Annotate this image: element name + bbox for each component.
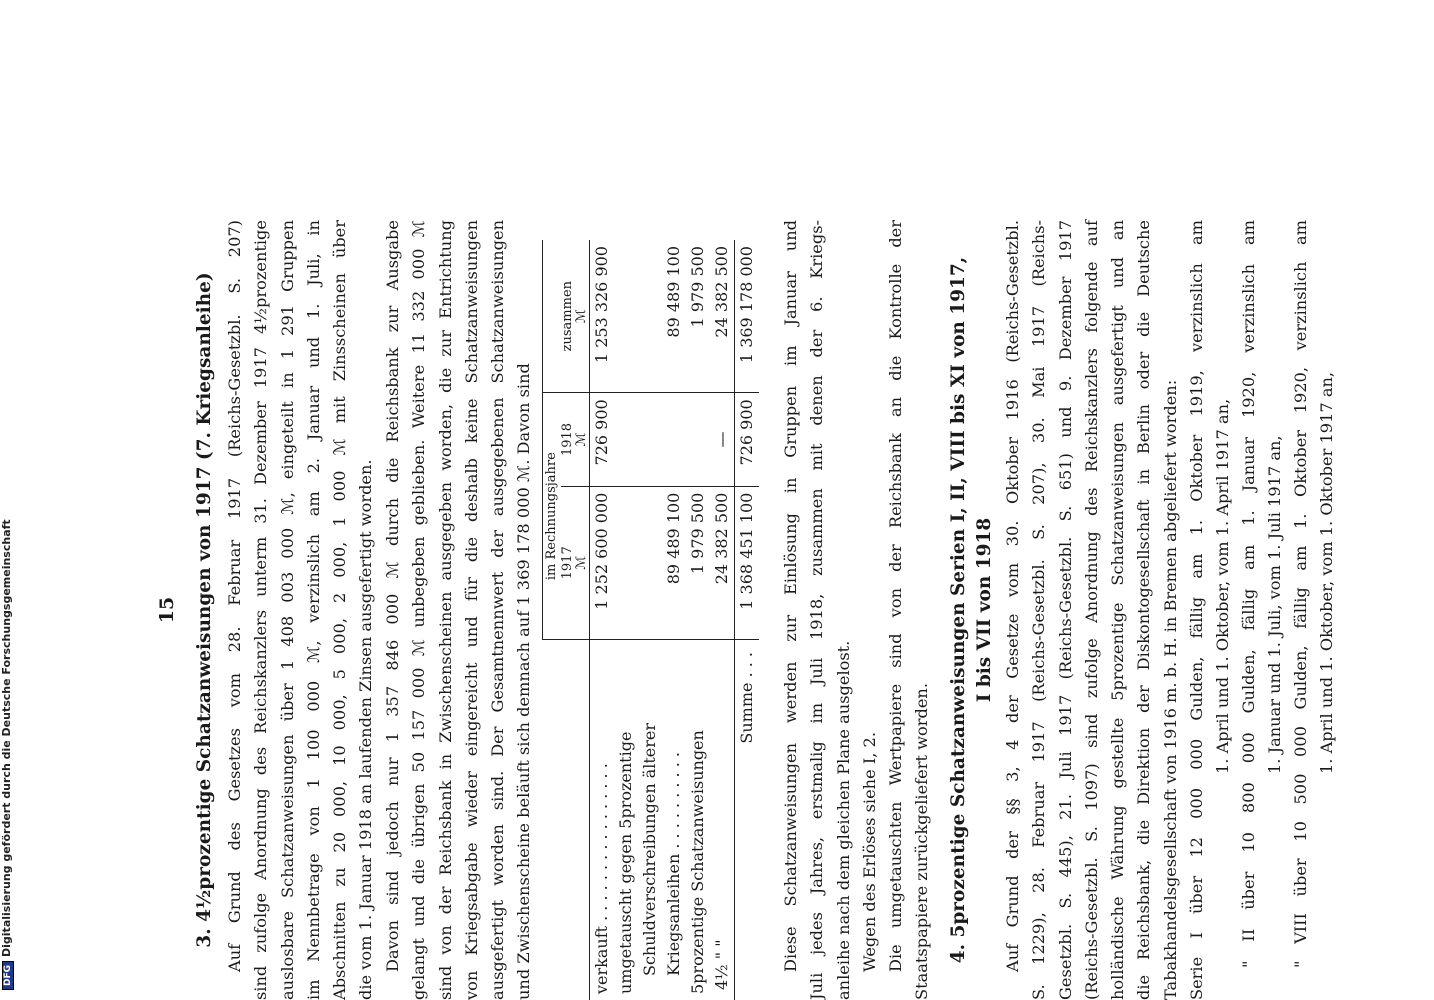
table-row: verkauft . . . . . . . . . . . . . . . . 1 252 600 000 726 900 1 253 326 900	[590, 240, 615, 1000]
series-line: 1. Januar und 1. Juli, vom 1. Juli 1917 an,	[1265, 435, 1284, 774]
section4-heading: 4. 5prozentige Schatzanweisungen Serien I, II, VIII bis XI von 1917, I bis VII von 1918	[948, 256, 995, 964]
table-header-1918: 1918 ℳ	[561, 393, 590, 486]
table-corner	[543, 640, 590, 1000]
text-line: und Zwischenscheine beläuft sich demnach auf 1 369 178 000 ℳ. Davon sind	[514, 363, 534, 1000]
table-row: umgetauscht gegen 5prozentige	[614, 240, 638, 1000]
text-line: ausgefertigt worden sind. Der Gesamtnennwert der ausgegebenen Schatzanweisungen	[488, 220, 508, 1000]
text-line: Auf Grund des Gesetzes vom 28. Februar 1917 (Reichs-Gesetzbl. S. 207)	[225, 220, 244, 972]
section3-heading: 3. 4½prozentige Schatzanweisungen von 1917 (7. Kriegsanleihe)	[194, 272, 215, 948]
series-line: Serie I über 12 000 000 Gulden, fällig am 1. Oktober 1919, verzinslich am	[1187, 220, 1206, 1000]
text-line: Staatspapiere zurückgeliefert worden.	[912, 683, 932, 1000]
credit-text: Digitalisierung gefördert durch die Deutsche Forschungsgemeinschaft	[0, 519, 13, 957]
text-line: auslosbare Schatzanweisungen über 1 408 003 000 ℳ, eingeteilt in 1 291 Gruppen	[277, 220, 297, 1000]
digitization-credit	[0, 0, 16, 990]
page-number: 15	[156, 596, 178, 624]
series-line: " II über 10 800 000 Gulden, fällig am 1. Januar 1920, verzinslich am	[1239, 220, 1258, 968]
text-line: Davon sind jedoch nur 1 357 846 000 ℳ durch die Reichsbank zur Ausgabe	[383, 220, 402, 972]
table-header-total: zusammen ℳ	[543, 240, 590, 393]
text-line: Gesetzbl. S. 445), 21. Juli 1917 (Reichs-Gesetzbl. S. 651) und 9. Dezember 1917	[1055, 220, 1075, 1000]
table-row: Kriegsanleihen . . . . . . . . . . 89 489 100 89 489 100	[662, 240, 686, 1000]
text-line: holländische Währung gestellte 5prozentige Schatzanweisungen ausgefertigt und an	[1108, 220, 1128, 1000]
text-line: die vom 1. Januar 1918 an laufenden Zinsen ausgefertigt worden.	[356, 459, 376, 1000]
text-line: Die umgetauschten Wertpapiere sind von der Reichsbank an die Kontrolle der	[886, 220, 905, 972]
text-line: (Reichs-Gesetzbl. S. 1097) sind zufolge Anordnung des Reichskanzlers folgende auf	[1081, 220, 1101, 1000]
text-line: im Nennbetrage von 1 100 000 ℳ, verzinslich am 2. Januar und 1. Juli, in	[303, 220, 323, 1000]
text-line: Wegen des Erlöses siehe I, 2.	[860, 732, 879, 972]
section3-paragraph3	[778, 220, 857, 1000]
table-row: 5prozentige Schatzanweisungen 1 979 500 1 979 500	[686, 240, 710, 1000]
issuance-table	[542, 240, 759, 1000]
section3-paragraph4	[857, 220, 883, 1000]
table-row: Schuldverschreibungen älterer	[638, 240, 662, 1000]
rotated-page-content	[150, 220, 1336, 1000]
series-line: 1. April und 1. Oktober, vom 1. Oktober 1917 an,	[1317, 371, 1336, 774]
text-line: gelangt und die übrigen 50 157 000 ℳ unbegeben geblieben. Weitere 11 332 000 ℳ	[409, 220, 429, 1000]
dfg-logo: DFG	[2, 961, 14, 990]
table-group-header: im Rechnungsjahre	[543, 393, 562, 640]
section3-paragraph1	[222, 220, 380, 1000]
text-line: Tabakhandelsgesellschaft von 1916 m. b. H. in Bremen abgeliefert worden:	[1160, 379, 1180, 1000]
table-row: 4½ " " 24 382 500 — 24 382 500	[710, 240, 735, 1000]
text-line: Abschnitten zu 20 000, 10 000, 5 000, 2 000, 1 000 ℳ mit Zinsscheinen über	[330, 220, 350, 1000]
text-line: sind von der Reichsbank in Zwischenscheinen ausgegeben worden, die zur Entrichtung	[435, 220, 455, 1000]
series-line: 1. April und 1. Oktober, vom 1. April 1917 an,	[1213, 398, 1232, 774]
text-line: von Kriegsabgabe wieder eingereicht und für die deshalb keine Schatzanweisungen	[461, 220, 481, 1000]
text-line: sind zufolge Anordnung des Reichskanzlers unterm 31. Dezember 1917 4½prozentige	[251, 220, 271, 1000]
text-line: anleihe nach dem gleichen Plane ausgelost.	[833, 640, 853, 1000]
text-line: Diese Schatzanweisungen werden zur Einlösung in Gruppen im Januar und	[781, 220, 800, 972]
text-line: S. 1229), 28. Februar 1917 (Reichs-Gesetzbl. S. 207), 30. Mai 1917 (Reichs-	[1029, 220, 1049, 1000]
text-line: die Reichsbank, die Direktion der Diskontogesellschaft in Berlin oder die Deutsche	[1134, 220, 1154, 1000]
table-header-1917: 1917 ℳ	[561, 486, 590, 639]
text-line: Auf Grund der §§ 3, 4 der Gesetze vom 30. Oktober 1916 (Reichs-Gesetzbl.	[1003, 220, 1022, 972]
text-line: Juli jedes Jahres, erstmalig im Juli 1918, zusammen mit denen der 6. Kriegs-	[807, 220, 827, 1000]
section3-paragraph2	[380, 220, 538, 1000]
series-line: " VIII über 10 500 000 Gulden, fällig am 1. Oktober 1920, verzinslich am	[1291, 220, 1310, 968]
section4-paragraph1	[1000, 220, 1184, 1000]
table-sum-row: Summe . . . 1 368 451 100 726 900 1 369 178 000	[735, 240, 760, 1000]
section3-paragraph5	[883, 220, 936, 1000]
